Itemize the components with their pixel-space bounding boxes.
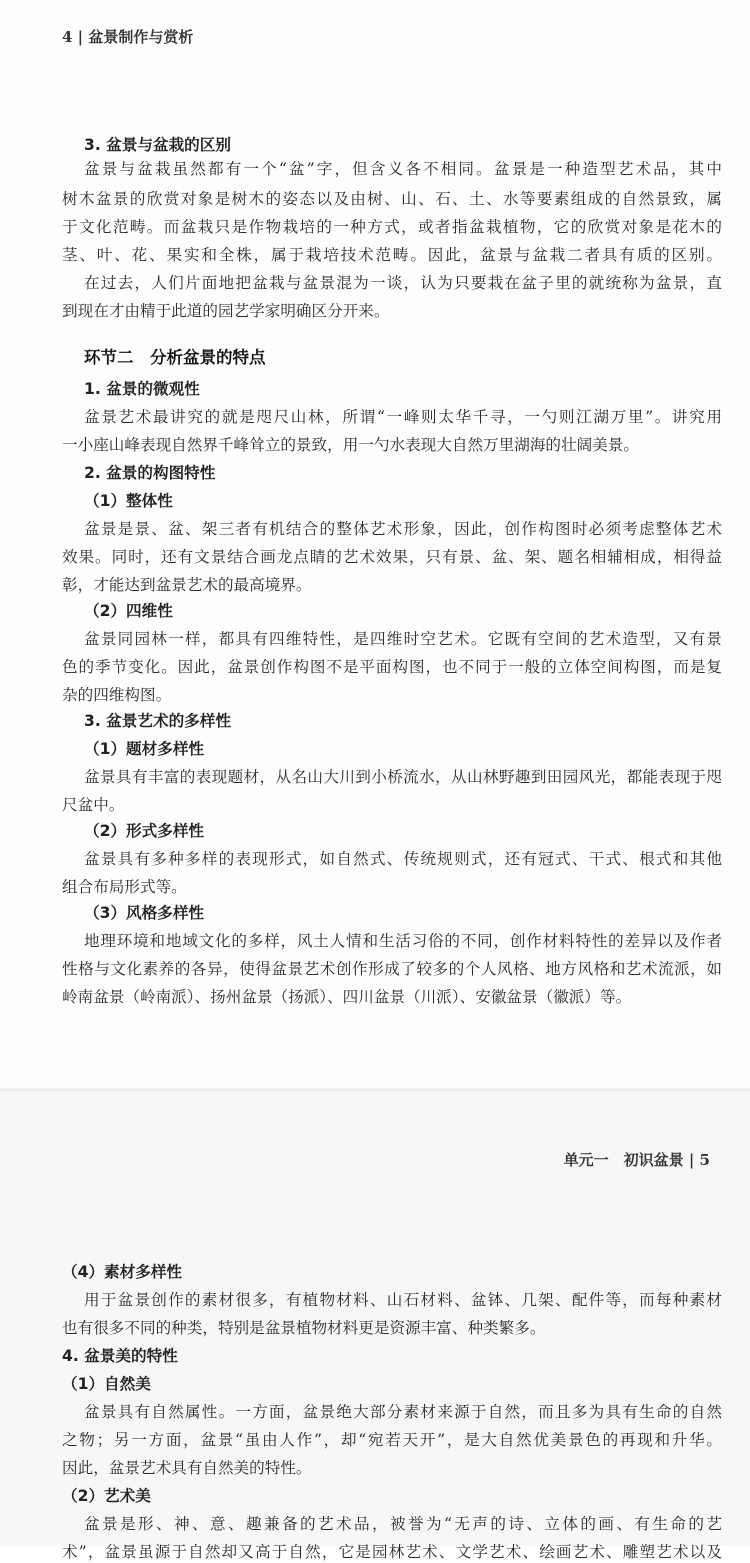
running-head-left: 4 | 盆景制作与赏析 xyxy=(62,28,194,46)
text-line: 尺盆中。 xyxy=(62,796,125,814)
running-head-right: 单元一 初识盆景 | 5 xyxy=(563,1151,710,1169)
section-title: 环节二 分析盆景的特点 xyxy=(84,348,266,367)
text-line: 之物；另一方面，盆景“虽由人作”，却“宛若天开”，是大自然优美景色的再现和升华。 xyxy=(62,1431,722,1449)
heading-difference: 3. 盆景与盆栽的区别 xyxy=(84,136,231,154)
text-line: 彰，才能达到盆景艺术的最高境界。 xyxy=(62,576,312,594)
heading-form: （2）形式多样性 xyxy=(84,822,205,840)
text-line: 岭南盆景（岭南派）、扬州盆景（扬派）、四川盆景（川派）、安徽盆景（徽派）等。 xyxy=(62,988,632,1006)
heading-style: （3）风格多样性 xyxy=(84,904,205,922)
text-line: 盆景具有自然属性。一方面，盆景绝大部分素材来源于自然，而且多为具有生命的自然 xyxy=(84,1403,722,1421)
text-line: 性格与文化素养的各异，使得盆景艺术创作形成了较多的个人风格、地方风格和艺术流派，如 xyxy=(62,960,722,978)
heading-composition: 2. 盆景的构图特性 xyxy=(84,464,216,482)
text-line: 盆景同园林一样，都具有四维特性，是四维时空艺术。它既有空间的艺术造型，又有景 xyxy=(84,630,722,648)
text-line: 因此，盆景艺术具有自然美的特性。 xyxy=(62,1459,312,1477)
text-line: 树木盆景的欣赏对象是树木的姿态以及由树、山、石、土、水等要素组成的自然景致，属 xyxy=(62,190,722,208)
heading-subject: （1）题材多样性 xyxy=(84,740,205,758)
text-line: 杂的四维构图。 xyxy=(62,686,172,704)
heading-micro: 1. 盆景的微观性 xyxy=(84,380,200,398)
text-line: 地理环境和地域文化的多样，风土人情和生活习俗的不同，创作材料特性的差异以及作者 xyxy=(84,932,722,950)
text-line: 到现在才由精于此道的园艺学家明确区分开来。 xyxy=(62,302,390,320)
text-line: 盆景具有多种多样的表现形式，如自然式、传统规则式，还有冠式、干式、根式和其他 xyxy=(84,850,722,868)
heading-beauty: 4. 盆景美的特性 xyxy=(62,1347,178,1365)
text-line: 组合布局形式等。 xyxy=(62,878,187,896)
heading-natural: （1）自然美 xyxy=(62,1375,151,1393)
text-line: 在过去，人们片面地把盆栽与盆景混为一谈，认为只要栽在盆子里的就统称为盆景，直 xyxy=(84,274,722,292)
heading-diversity: 3. 盆景艺术的多样性 xyxy=(84,712,231,730)
heading-4d: （2）四维性 xyxy=(84,602,173,620)
text-line: 盆景具有丰富的表现题材，从名山大川到小桥流水，从山林野趣到田园风光，都能表现于咫 xyxy=(84,768,722,786)
text-line: 茎、叶、花、果实和全株，属于栽培技术范畴。因此，盆景与盆栽二者具有质的区别。 xyxy=(62,246,722,264)
heading-art: （2）艺术美 xyxy=(62,1487,151,1505)
heading-material: （4）素材多样性 xyxy=(62,1263,183,1281)
text-line: 盆景与盆栽虽然都有一个“盆”字，但含义各不相同。盆景是一种造型艺术品，其中 xyxy=(84,160,722,178)
text-line: 也有很多不同的种类，特别是盆景植物材料更是资源丰富、种类繁多。 xyxy=(62,1319,546,1337)
text-line: 盆景是景、盆、架三者有机结合的整体艺术形象，因此，创作构图时必须考虑整体艺术 xyxy=(84,520,722,538)
text-line: 于文化范畴。而盆栽只是作物栽培的一种方式，或者指盆栽植物，它的欣赏对象是花木的 xyxy=(62,218,722,236)
text-line: 效果。同时，还有文景结合画龙点睛的艺术效果，只有景、盆、架、题名相辅相成，相得益 xyxy=(62,548,722,566)
page-5 xyxy=(0,1090,750,1561)
text-line: 用于盆景创作的素材很多，有植物材料、山石材料、盆钵、几架、配件等，而每种素材 xyxy=(84,1291,722,1309)
heading-whole: （1）整体性 xyxy=(84,492,173,510)
text-line: 一小座山峰表现自然界千峰耸立的景致，用一勺水表现大自然万里湖海的壮阔美景。 xyxy=(62,436,639,454)
text-line: 盆景是形、神、意、趣兼备的艺术品，被誉为“无声的诗、立体的画、有生命的艺 xyxy=(84,1515,722,1533)
text-line: 术”，盆景虽源于自然却又高于自然，它是园林艺术、文学艺术、绘画艺术、雕塑艺术以及 xyxy=(62,1543,722,1561)
text-line: 盆景艺术最讲究的就是咫尺山林，所谓“一峰则太华千寻，一勺则江湖万里”。讲究用 xyxy=(84,408,722,426)
text-line: 色的季节变化。因此，盆景创作构图不是平面构图，也不同于一般的立体空间构图，而是复 xyxy=(62,658,722,676)
